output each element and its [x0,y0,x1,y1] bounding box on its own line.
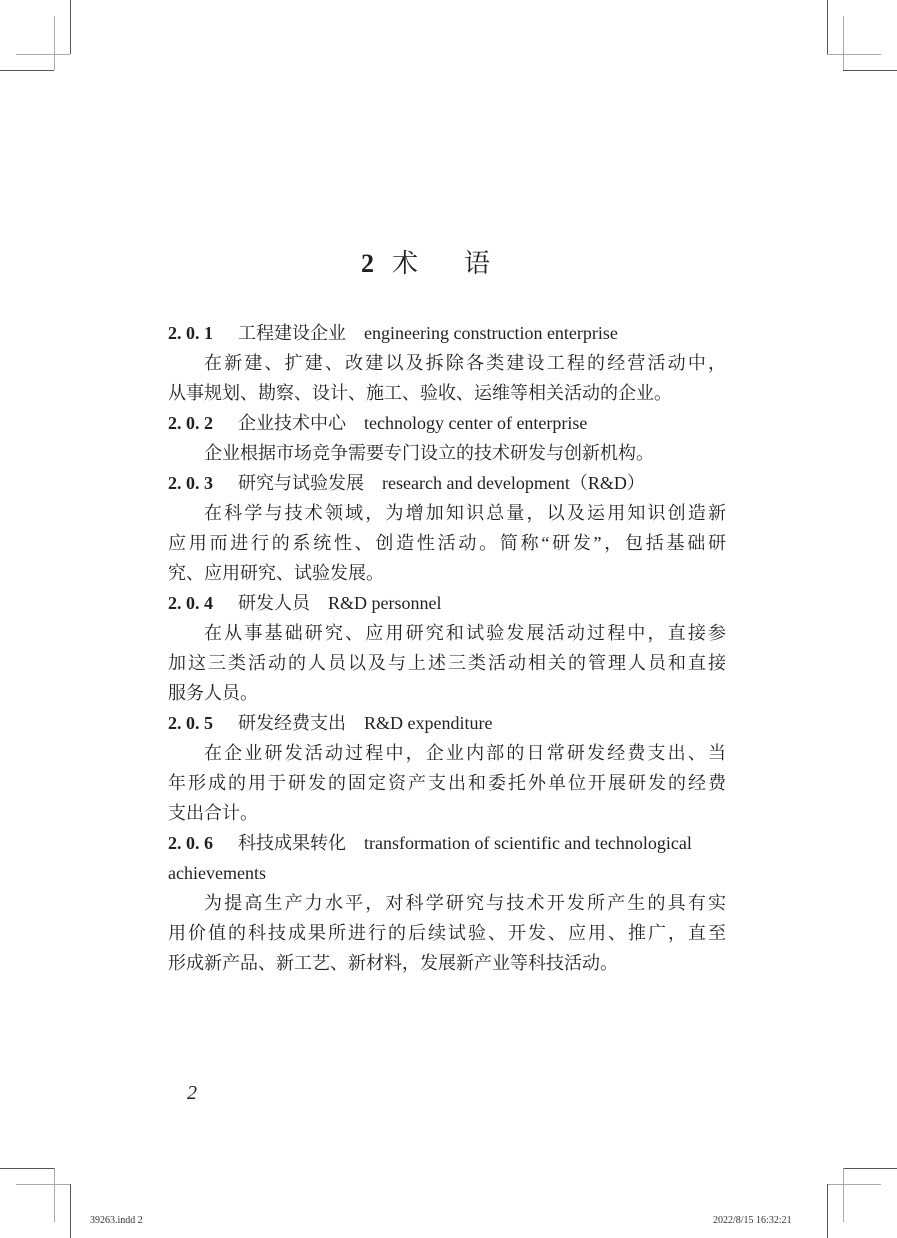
term-heading [168,708,726,738]
chapter-title [0,243,897,280]
slug-file: 39263.indd 2 [90,1215,143,1226]
term-entry [168,708,726,828]
term-zh: 研究与试验发展 [238,473,364,493]
crop-mark [827,0,828,54]
term-number: 2. 0. 5 [168,713,213,733]
term-heading [168,588,726,618]
term-zh: 研发人员 [238,593,310,613]
term-heading [168,408,726,438]
crop-mark [0,1168,54,1169]
crop-mark [843,70,897,71]
term-en-continued: achievements [168,863,266,883]
crop-mark [0,70,54,71]
terms-list [168,318,726,978]
term-number: 2. 0. 1 [168,323,213,343]
term-entry [168,408,726,468]
term-heading [168,468,726,498]
term-heading [168,318,726,348]
term-en: R&D personnel [328,593,442,613]
definition-line: 为提高生产力水平，对科学研究与技术开发所产生的具有实 [204,893,726,913]
definition-line: 应用而进行的系统性、创造性活动。简称“研发”，包括基础研 [168,533,726,553]
term-zh: 企业技术中心 [238,413,346,433]
definition-line: 在企业研发活动过程中，企业内部的日常研发经费支出、当 [204,743,726,763]
definition-line: 服务人员。 [168,683,258,703]
term-entry [168,828,726,978]
crop-mark [70,1184,71,1238]
term-number: 2. 0. 2 [168,413,213,433]
crop-mark [54,16,55,70]
term-number: 2. 0. 3 [168,473,213,493]
definition-line: 加这三类活动的人员以及与上述三类活动相关的管理人员和直接 [168,653,726,673]
definition-line: 年形成的用于研发的固定资产支出和委托外单位开展研发的经费 [168,773,726,793]
term-entry [168,468,726,588]
page-number: 2 [187,1082,197,1104]
slug-datetime: 2022/8/15 16:32:21 [713,1215,792,1226]
crop-mark [843,16,844,70]
term-zh: 科技成果转化 [238,833,346,853]
crop-mark [827,54,881,55]
definition-line: 究、应用研究、试验发展。 [168,563,384,583]
term-en: engineering construction enterprise [364,323,618,343]
crop-mark [16,54,70,55]
definition-line: 形成新产品、新工艺、新材料，发展新产业等科技活动。 [168,953,618,973]
term-en: transformation of scientific and technological [364,833,692,853]
definition-line: 支出合计。 [168,803,258,823]
definition-line: 在新建、扩建、改建以及拆除各类建设工程的经营活动中， [204,353,726,373]
chapter-title-text: 术语 [391,249,536,278]
term-number: 2. 0. 4 [168,593,213,613]
definition-line: 在科学与技术领域，为增加知识总量，以及运用知识创造新 [204,503,726,523]
crop-mark [827,1184,881,1185]
definition-line: 企业根据市场竞争需要专门设立的技术研发与创新机构。 [204,443,654,463]
crop-mark [16,1184,70,1185]
definition-line: 从事规划、勘察、设计、施工、验收、运维等相关活动的企业。 [168,383,672,403]
crop-mark [843,1168,897,1169]
term-en: research and development（R&D） [382,473,645,493]
crop-mark [843,1168,844,1222]
term-zh: 研发经费支出 [238,713,346,733]
term-en: R&D expenditure [364,713,493,733]
term-en: technology center of enterprise [364,413,588,433]
crop-mark [827,1184,828,1238]
term-entry [168,318,726,408]
crop-mark [70,0,71,54]
term-heading [168,828,726,858]
crop-mark [54,1168,55,1222]
term-entry [168,588,726,708]
definition-line: 用价值的科技成果所进行的后续试验、开发、应用、推广，直至 [168,923,726,943]
chapter-number: 2 [360,249,374,278]
term-number: 2. 0. 6 [168,833,213,853]
term-zh: 工程建设企业 [238,323,346,343]
definition-line: 在从事基础研究、应用研究和试验发展活动过程中，直接参 [204,623,726,643]
